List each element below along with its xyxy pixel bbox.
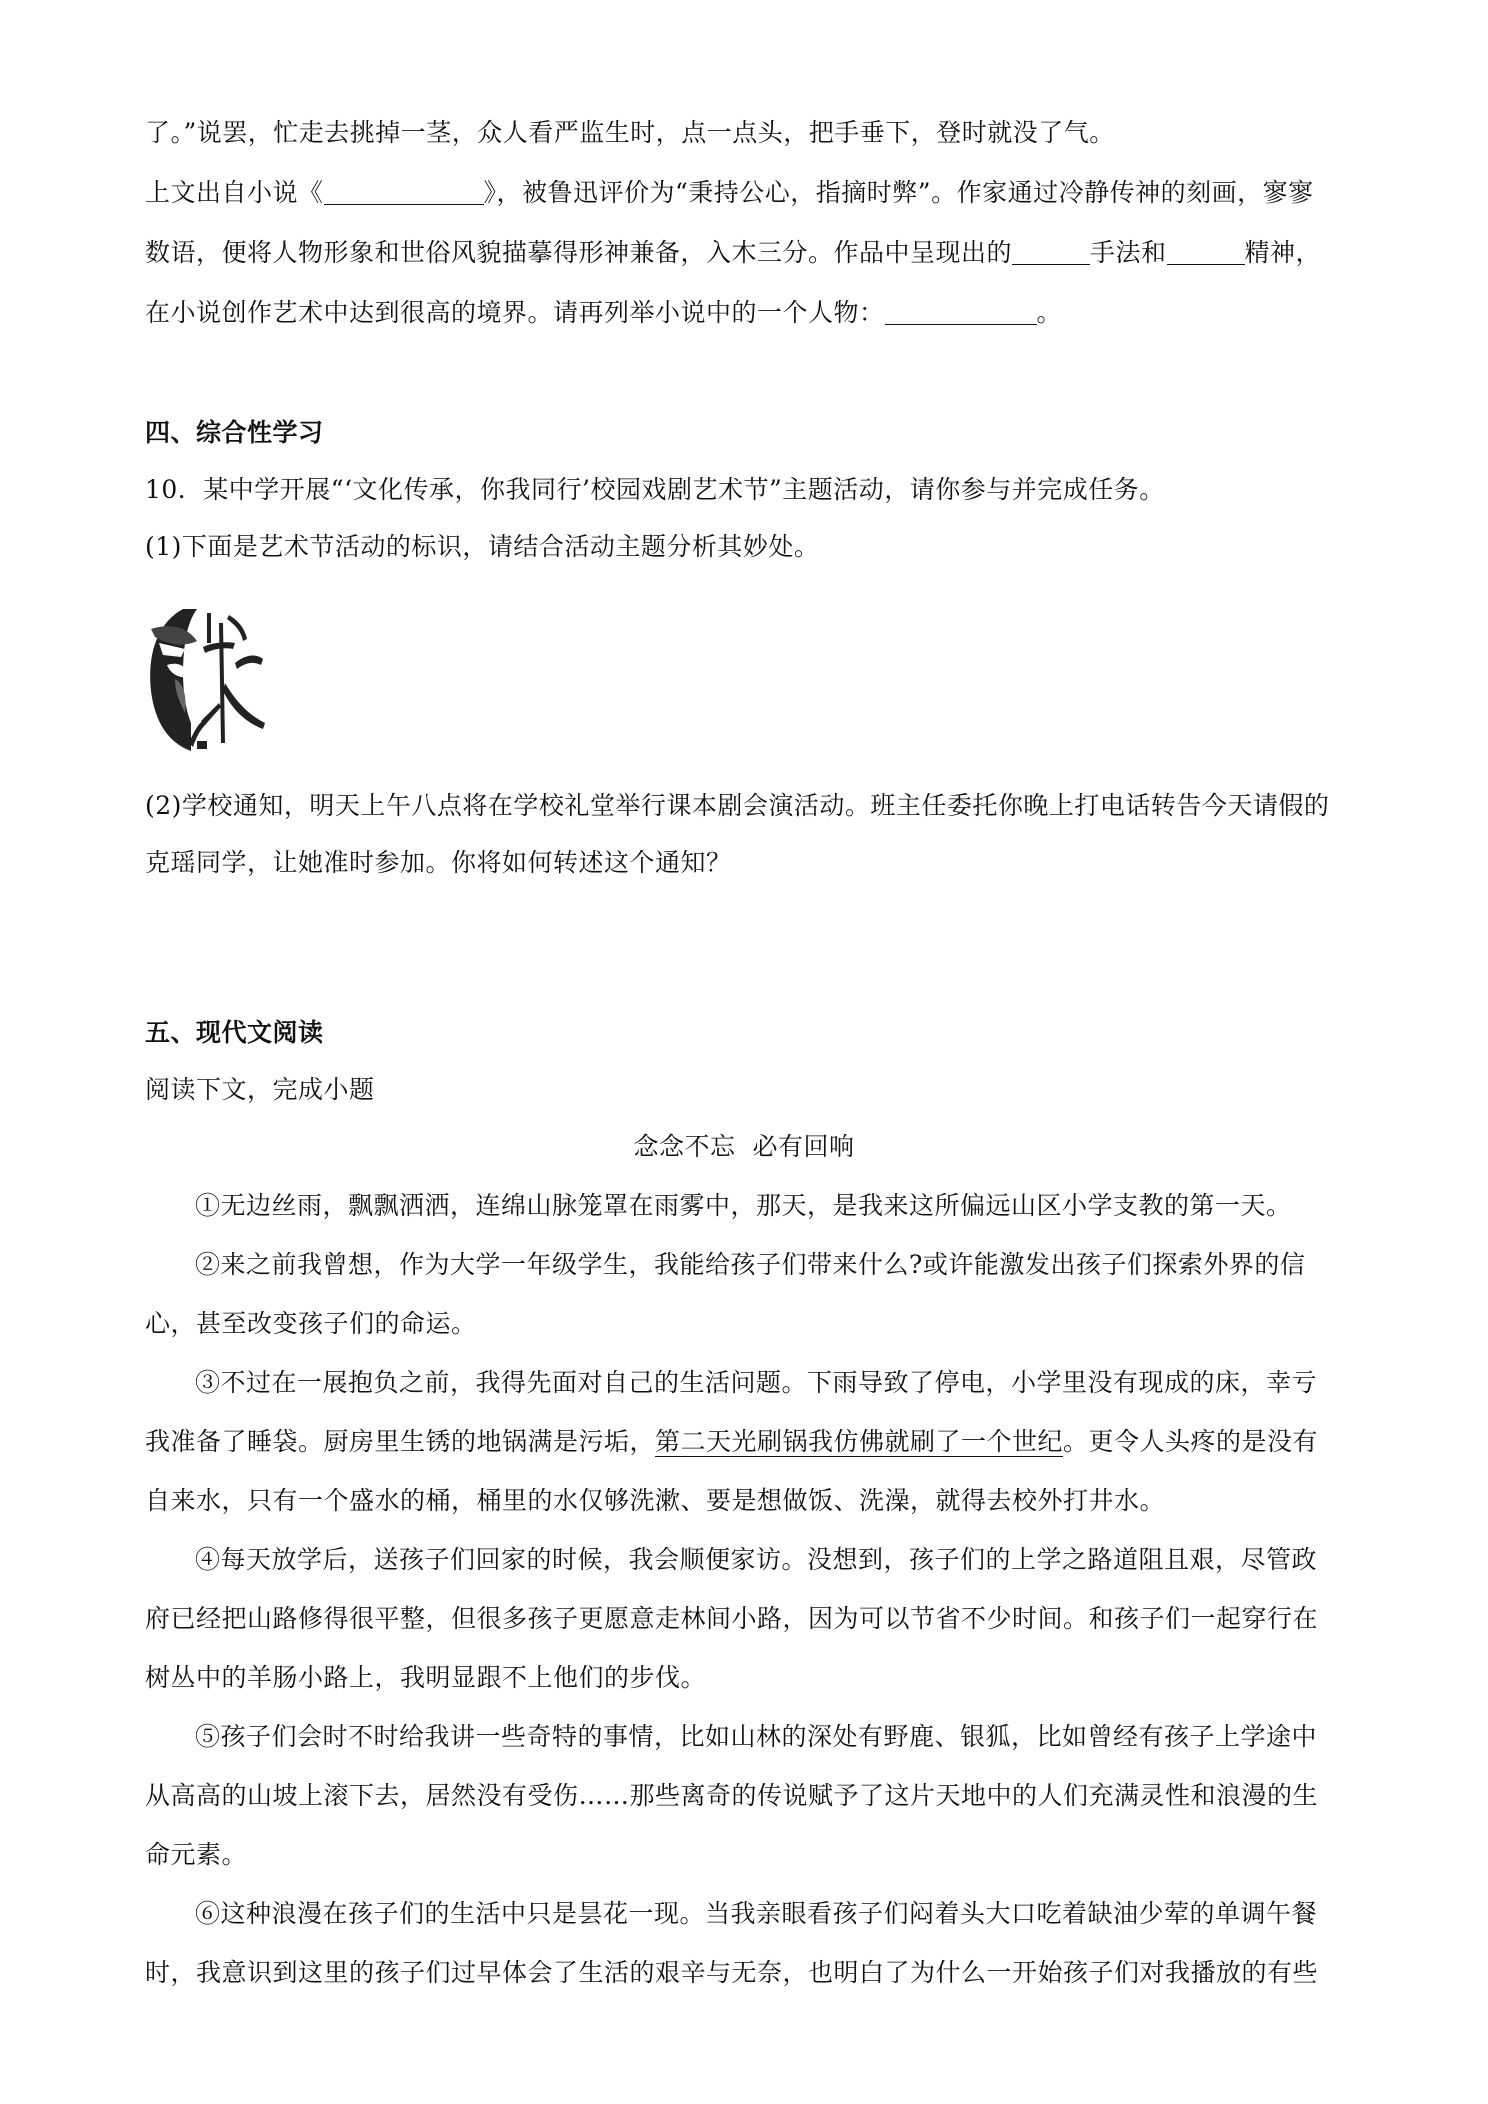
text: 我准备了睡袋。厨房里生锈的地锅满是污垢， [145,1427,656,1456]
text-line [145,293,1345,333]
paragraph-3-cont [145,1422,1345,1462]
question-10: 10．某中学开展“‘文化传承，你我同行’校园戏剧艺术节”主题活动，请你参与并完成任务。 [145,475,1165,504]
text: 了。”说罢，忙走去挑掉一茎，众人看严监生时，点一点头，把手垂下，登时就没了气。 [145,118,1115,147]
paragraph-6: ⑥这种浪漫在孩子们的生活中只是昙花一现。当我亲眼看孩子们闷着头大口吃着缺油少荤的单调午餐 [195,1899,1318,1928]
text: 手法和 [1090,238,1167,267]
answer-blank[interactable] [1012,240,1090,265]
paragraph-4-cont: 树丛中的羊肠小路上，我明显跟不上他们的步伐。 [145,1663,707,1692]
paragraph-5-cont: 命元素。 [145,1840,248,1869]
text: 在小说创作艺术中达到很高的境界。请再列举小说中的一个人物： [145,298,885,327]
paragraph-2-cont: 心，甚至改变孩子们的命运。 [145,1309,477,1338]
paragraph-4: ④每天放学后，送孩子们回家的时候，我会顺便家访。没想到，孩子们的上学之路道阻且艰，尽管政 [195,1545,1318,1574]
paragraph-6-cont: 时，我意识到这里的孩子们过早体会了生活的艰辛与无奈，也明白了为什么一开始孩子们对我播放的有些 [145,1958,1319,1987]
text-line [145,113,1345,153]
question-10-1: (1)下面是艺术节活动的标识，请结合活动主题分析其妙处。 [145,532,820,561]
paragraph-4-cont: 府已经把山路修得很平整，但很多孩子更愿意走林间小路，因为可以节省不少时间。和孩子们一起穿行在 [145,1604,1319,1633]
paragraph-1: ①无边丝雨，飘飘洒洒，连绵山脉笼罩在雨雾中，那天，是我来这所偏远山区小学支教的第一天。 [195,1191,1292,1220]
answer-blank[interactable] [885,300,1037,325]
paragraph-3-cont: 自来水，只有一个盛水的桶，桶里的水仅够洗漱、要是想做饭、洗澡，就得去校外打井水。 [145,1486,1166,1515]
text-line [145,173,1345,213]
answer-blank[interactable] [324,180,484,205]
answer-blank[interactable] [1167,240,1245,265]
reading-instruction: 阅读下文，完成小题 [145,1075,375,1104]
text: 精神， [1244,238,1322,267]
text: 上文出自小说《 [145,178,324,207]
text: 数语，便将人物形象和世俗风貌描摹得形神兼备，入木三分。作品中呈现出的 [145,238,1013,267]
paragraph-5: ⑤孩子们会时不时给我讲一些奇特的事情，比如山林的深处有野鹿、银狐，比如曾经有孩子上学途中 [195,1722,1318,1751]
question-10-2-cont: 克瑶同学，让她准时参加。你将如何转述这个通知？ [145,848,732,877]
text: 》，被鲁迅评价为“秉持公心，指摘时弊”。作家通过冷静传神的刻画，寥寥 [483,178,1314,207]
text: 。 [1036,298,1063,327]
paragraph-3: ③不过在一展抱负之前，我得先面对自己的生活问题。下雨导致了停电，小学里没有现成的床，幸亏 [195,1368,1318,1397]
section-heading: 四、综合性学习 [145,418,324,447]
text: 。更令人头疼的是没有 [1063,1427,1319,1456]
section-heading: 五、现代文阅读 [145,1018,324,1047]
text-line [145,233,1345,273]
paragraph-2: ②来之前我曾想，作为大学一年级学生，我能给孩子们带来什么?或许能激发出孩子们探索外界的信 [195,1250,1306,1279]
underlined-sentence: 第二天光刷锅我仿佛就刷了一个世纪 [655,1427,1064,1456]
festival-logo-image [145,603,271,753]
question-10-2: (2)学校通知，明天上午八点将在学校礼堂举行课本剧会演活动。班主任委托你晚上打电话转告今天请假的 [145,791,1330,820]
paragraph-5-cont: 从高高的山坡上滚下去，居然没有受伤……那些离奇的传说赋予了这片天地中的人们充满灵性和浪漫的生 [145,1781,1319,1810]
article-title: 念念不忘 必有回响 [633,1132,855,1161]
